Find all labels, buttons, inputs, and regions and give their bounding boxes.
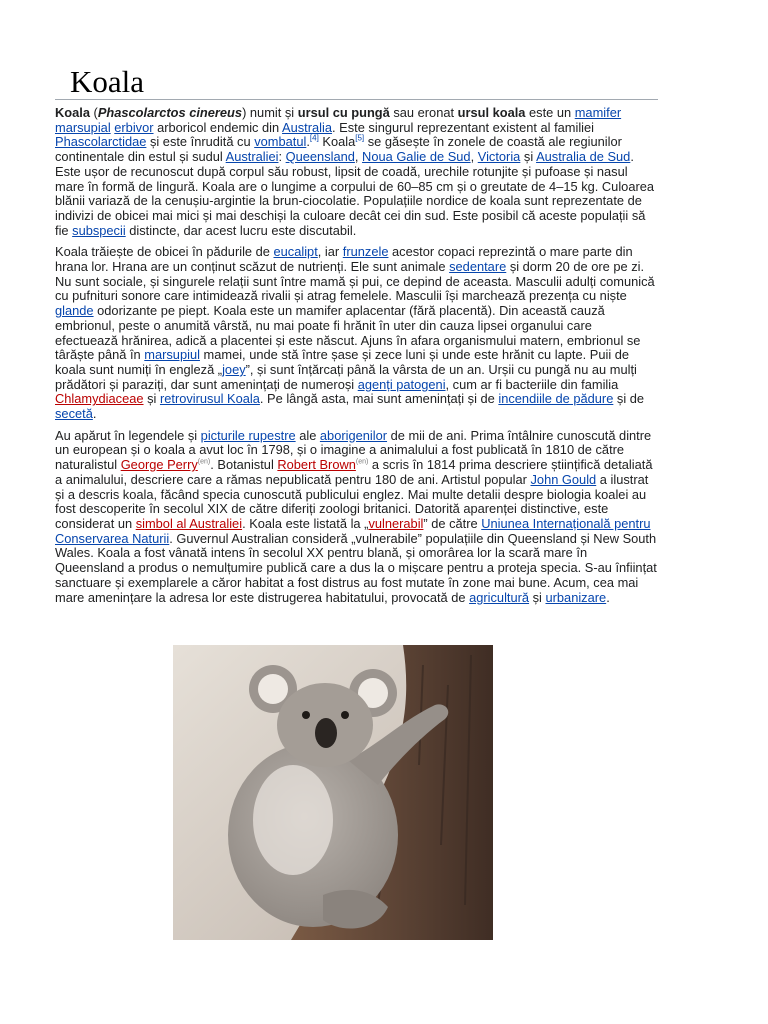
link-picturile-rupestre[interactable]: picturile rupestre [200, 427, 296, 443]
reference-4[interactable]: [4] [309, 134, 319, 144]
paragraph-intro: Koala (Phascolarctos cinereus) numit și ursul cu pungă sau eronat ursul koala este un mamifer marsupial erbivor arboricol endemic din Australia. Este singurul reprezentant existent al familiei Phascolarctidae și este înrudită cu vombatul.[4] Koala[5] se găsește în zonele de coastă ale regiunilor continentale din estul și sudul Australiei: Queensland, Noua Galie de Sud, Victoria și Australia de Sud. Este ușor de recunoscut după corpul său robust, lipsit de coadă, urechile rotunjite și pufoase și nasul mare în formă de lingură. Koala are o lungime a corpului de 60–85 cm și o greutate de 4–15 kg. Culoarea blănii variază de la cenușiu-argintie la brun-ciocolatie. Populațiile nordice de koala sunt reprezentate de indivizi de obicei mai mici și mai deschiși la culoare decât cei din sud. Este posibil că aceste populații să fie subspecii distincte, dar acest lucru este discutabil. [55, 105, 655, 238]
text: distincte, dar acest lucru este discutabil. [125, 222, 357, 238]
paragraph-history: Au apărut în legendele și picturile rupestre ale aborigenilor de mii de ani. Prima întâlnire cunoscută dintre un european și o koala a avut loc în 1798, și o imagine a animalului a fost publicată în 1810 de către naturalistul George Perry$^{(en)}$. Botanistul Robert Brown$^{(en)}$ a scris în 1814 prima descriere științifică detaliată a animalului, descriere care a rămas nepublicată pentru 180 de ani. Artistul popular John Gould a ilustrat și a descris koala, făcând specia cunoscută publicului englez. Mai multe detalii despre biologia koalei au fost descoperite în secolul XIX de către diferiți zoologi britanici. Datorită aparenței distinctive, este considerat un simbol al Australiei. Koala este listată la „vulnerabil” de către Uniunea Internațională pentru Conservarea Naturii. Guvernul Australian consideră „vulnerabile” populațiile din Queensland și New South Wales. Koala a fost vânată intens în secolul XX pentru blană, și omorârea lor la scară mare în Queensland a produs o nemulțumire publică care a dus la o mișcare pentru a proteja specia. S-au înființat sanctuare și exemplarele a căror habitat a fost distrus au fost mutate în zone mai bune. Acum, cea mai mare amenințare la adresa lor este distrugerea habitatului, provocată de agricultură și urbanizare. [55, 427, 657, 605]
koala-chest [253, 765, 333, 875]
link-queensland[interactable]: Queensland [285, 149, 355, 165]
link-vombatul[interactable]: vombatul [254, 134, 307, 150]
link-incendiile-de-padure[interactable]: incendiile de pădure [498, 391, 614, 407]
text: sau eronat [389, 105, 458, 120]
term-alt-name: ursul cu pungă [297, 105, 390, 120]
link-robert-brown[interactable]: Robert Brown [277, 457, 356, 473]
link-glande[interactable]: glande [55, 303, 94, 319]
link-marsupial[interactable]: marsupial [55, 119, 111, 135]
link-seceta[interactable]: secetă [55, 406, 93, 422]
text: acestor copaci reprezintă o mare parte din hrana lor. Hrana are un conținut scăzut de nutrienți. Ele sunt animale [55, 244, 633, 275]
link-mamifer[interactable]: mamifer [574, 105, 622, 120]
text: ) numit și [242, 105, 298, 120]
text: , cum ar fi bacteriile din familia [445, 376, 619, 392]
link-australia-de-sud[interactable]: Australia de Sud [536, 149, 631, 165]
paragraph-habitat: Koala trăiește de obicei în pădurile de eucalipt, iar frunzele acestor copaci reprezintă o mare parte din hrana lor. Hrana are un conținut scăzut de nutrienți. Ele sunt animale sedentare și dorm 20 de ore pe zi. Nu sunt sociale, și singurele relații sunt între mamă și pui, ce depind de aceasta. Masculii adulți comunică cu pufnituri sonore care intimidează rivalii și atrag femelele. Masculii își marchează prezența cu niște glande odorizante pe piept. Koala este un mamifer aplacentar (fără placentă). Din această cauză embrionul, peste o anumită vârstă, nu mai poate fi hrănit în uter din cauza lipsei organului care efectuează hrănirea, adică a placentei și este născut. Ajuns în afara organismului matern, embrionul se târăște până în marsupiul mamei, unde stă între șase și zece luni și unde este hrănit cu lapte. Puii de koala sunt numiți în engleză „joey”, și sunt înțărcați până la vârsta de un an. Urșii cu pungă nu au mulți prădători și paraziți, dar sunt amenințați de numeroși agenți patogeni, cum ar fi bacteriile din familia Chlamydiaceae și retrovirusul Koala. Pe lângă asta, mai sunt amenințați și de incendiile de pădure și de secetă. [55, 244, 655, 422]
koala-nose [315, 718, 337, 748]
link-victoria[interactable]: Victoria [477, 149, 521, 165]
text: a scris în 1814 prima descriere științifică detaliată a animalului, descriere care a rămas nepublicată pentru 180 de ani. Artistul popular [55, 457, 653, 487]
link-joey[interactable]: joey [222, 361, 246, 377]
interwiki-en-icon[interactable]: (en) [355, 458, 369, 466]
link-urbanizare[interactable]: urbanizare [545, 589, 607, 605]
link-sedentare[interactable]: sedentare [449, 259, 507, 275]
reference-5[interactable]: [5] [355, 134, 365, 144]
koala-left-ear-inner [258, 674, 288, 704]
text: Au apărut în legendele și [55, 427, 201, 443]
title-divider [55, 99, 658, 100]
text: și dorm 20 de ore pe zi. Nu sunt sociale, și singurele relații sunt între mamă și pui, ce depind de aceasta. Masculii adulți comunică cu pufnituri sonore care intimidează rivalii și atrag femelele. Masculii își marchează prezența cu niște [55, 259, 655, 304]
text: . Pe lângă asta, mai sunt amenințați și de [259, 391, 499, 407]
link-frunzele[interactable]: frunzele [342, 244, 389, 260]
link-subspecii[interactable]: subspecii [72, 222, 126, 238]
link-australiei[interactable]: Australiei [225, 149, 279, 165]
text: mamei, unde stă între șase și zece luni și unde este hrănit cu lapte. Puii de koala sunt numiți în engleză „ [55, 347, 630, 377]
link-phascolarctidae[interactable]: Phascolarctidae [55, 134, 147, 150]
page-title: Koala [70, 64, 145, 99]
link-agricultura[interactable]: agricultură [469, 589, 530, 605]
link-marsupiul[interactable]: marsupiul [144, 347, 200, 363]
link-erbivor[interactable]: erbivor [114, 119, 154, 135]
link-vulnerabil[interactable]: vulnerabil [368, 515, 424, 531]
link-john-gould[interactable]: John Gould [530, 471, 597, 487]
term-alt-name-2: ursul koala [457, 105, 526, 120]
text: de mii de ani. Prima întâlnire cunoscută dintre un european și o koala a avut loc în 1798, și o imagine a animalului a fost publicată în 1810 de către naturalistul [55, 427, 652, 473]
text: se găsește în zonele de coastă ale regiunilor continentale din estul și sudul [55, 134, 622, 165]
text: . Guvernul Australian consideră „vulnerabile” populațiile din Queensland și New South Wales. Koala a fost vânată intens în secolul XX pentru blană, și omorârea lor la scară mare în Queensland a produs o nemulțumire publică care a dus la o mișcare pentru a proteja specia. S-au înființat sanctuare și exemplarele a căror habitat a fost distrus au fost mutate în zone mai bune. Acum, cea mai mare amenințare la adresa lor este distrugerea habitatului, provocată de [55, 530, 657, 605]
link-australia[interactable]: Australia [282, 119, 333, 135]
link-aborigenilor[interactable]: aborigenilor [319, 427, 388, 443]
link-iucn[interactable]: Uniunea Internațională pentru Conservarea Naturii [55, 515, 651, 546]
article-content [55, 106, 658, 612]
koala-right-eye [341, 711, 349, 719]
text: arboricol endemic din [153, 119, 283, 135]
text: ”, și sunt înțărcați până la vârsta de un an. Urșii cu pungă nu au mulți prădători și paraziți, dar sunt amenințați de numeroși [55, 361, 637, 392]
text: . Este singurul reprezentant existent al familiei [332, 119, 595, 135]
link-eucalipt[interactable]: eucalipt [273, 244, 318, 260]
text: . Este ușor de recunoscut după corpul său robust, lipsit de coadă, urechile rotunjite și pufoase și nasul mare în formă de lingură. Koala are o lungime a corpului de 60–85 cm și o greutate de 4–15 kg. Culoarea blănii variază de la cenușiu-argintie la brun-ciocolatie. Populațiile nordice de koala sunt reprezentate de indivizi de obicei mai mici și mai deschiși la culoare decât cei din sud. Este posibil că aceste populații să fie [55, 149, 655, 238]
term-scientific-name: Phascolarctos cinereus [97, 105, 243, 120]
interwiki-en-icon[interactable]: (en) [197, 458, 211, 466]
link-retrovirusul-koala[interactable]: retrovirusul Koala [159, 391, 260, 407]
koala-photo [173, 645, 493, 940]
text: a ilustrat și a descris koala, făcând specia cunoscută publicului englez. Mai multe detalii despre biologia koalei au fost descoperite în secolul XIX de către diferiți zoologi britanici. Datorită aparenței distinctive, este considerat un [55, 471, 649, 531]
text: odorizante pe piept. Koala este un mamifer aplacentar (fără placentă). Din această cauză embrionul, peste o anumită vârstă, nu mai poate fi hrănit în uter din cauza lipsei organului care efectuează hrănirea, adică a placentei și este născut. Ajuns în afara organismului matern, embrionul se târăște până în [55, 303, 641, 363]
link-george-perry[interactable]: George Perry [120, 457, 198, 473]
text: Koala trăiește de obicei în pădurile de [55, 244, 274, 260]
text: și este înrudită cu [146, 134, 255, 150]
text: ( [89, 105, 98, 120]
link-simbol-al-australiei[interactable]: simbol al Australiei [135, 515, 243, 531]
koala-left-eye [302, 711, 310, 719]
link-agenti-patogeni[interactable]: agenți patogeni [357, 376, 446, 392]
link-chlamydiaceae[interactable]: Chlamydiaceae [55, 391, 144, 407]
text: este un [525, 105, 575, 120]
link-noua-galie-de-sud[interactable]: Noua Galie de Sud [362, 149, 471, 165]
term-koala: Koala [55, 105, 90, 120]
